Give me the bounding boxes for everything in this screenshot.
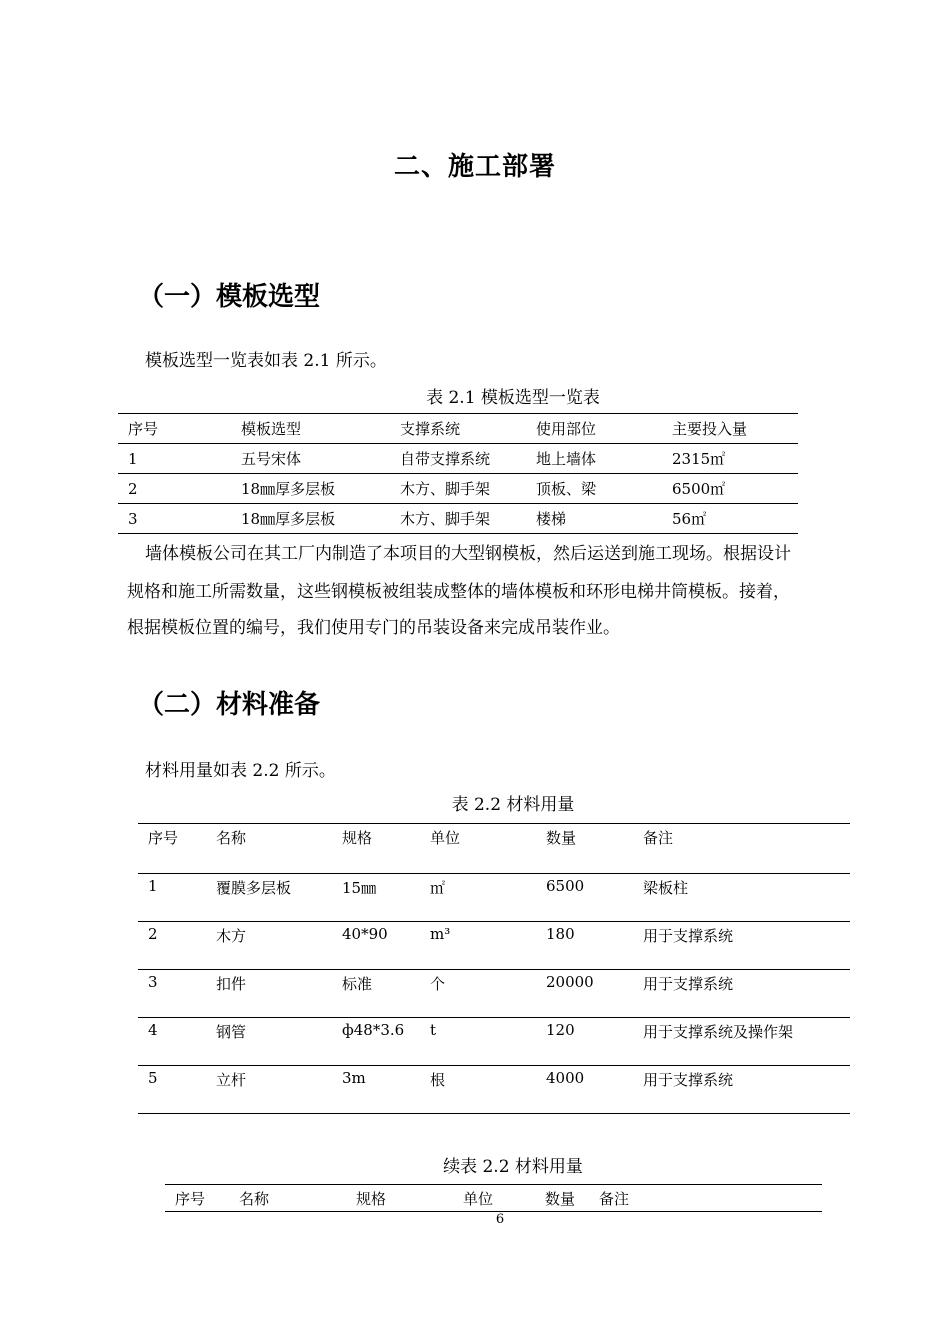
header-cell: 单位 — [420, 824, 536, 874]
table-cell: 120 — [536, 1018, 633, 1066]
table-cell: 个 — [420, 970, 536, 1018]
table-cell: 2 — [118, 474, 231, 504]
table-cell: 立杆 — [206, 1066, 332, 1114]
table-cell: 标准 — [332, 970, 420, 1018]
table-cell: 用于支撑系统 — [633, 922, 850, 970]
table-2-2 — [138, 823, 850, 1114]
table-cell: 15㎜ — [332, 874, 420, 922]
table-cell: 2315㎡ — [662, 444, 798, 474]
table-cell: 覆膜多层板 — [206, 874, 332, 922]
table-row — [118, 444, 798, 474]
table-cell: 用于支撑系统 — [633, 970, 850, 1018]
table-cell: 1 — [118, 444, 231, 474]
section-2-title: （二）材料准备 — [138, 690, 321, 720]
table-cell: 钢管 — [206, 1018, 332, 1066]
table-cell: 3 — [118, 504, 231, 534]
header-cell: 序号 — [138, 824, 206, 874]
header-cell: 数量 — [536, 824, 633, 874]
table-cell: 6500 — [536, 874, 633, 922]
table-cell: ф48*3.6 — [332, 1018, 420, 1066]
table-row — [138, 922, 850, 970]
table-cell: 6500㎡ — [662, 474, 798, 504]
table-cell: 5 — [138, 1066, 206, 1114]
table-cell: 木方、脚手架 — [390, 474, 526, 504]
table-cell: 梁板柱 — [633, 874, 850, 922]
table-cell: 地上墙体 — [526, 444, 662, 474]
table-cell: 4000 — [536, 1066, 633, 1114]
table-cell: 180 — [536, 922, 633, 970]
table-cell: m³ — [420, 922, 536, 970]
table-cell: 20000 — [536, 970, 633, 1018]
table-cell: 18㎜厚多层板 — [231, 504, 390, 534]
page-number: 6 — [495, 1212, 505, 1227]
header-cell: 模板选型 — [231, 414, 390, 444]
table-2-2-cont-caption: 续表 2.2 材料用量 — [443, 1157, 583, 1177]
table-row — [118, 504, 798, 534]
table-cell: 用于支撑系统 — [633, 1066, 850, 1114]
paragraph-line: 根据模板位置的编号，我们使用专门的吊装设备来完成吊装作业。 — [127, 618, 620, 638]
table-2-2-caption: 表 2.2 材料用量 — [451, 795, 575, 815]
table-cell: 3 — [138, 970, 206, 1018]
header-cell: 规格 — [332, 824, 420, 874]
header-cell: 备注 — [589, 1185, 822, 1212]
table-cell: 根 — [420, 1066, 536, 1114]
table-cell: 扣件 — [206, 970, 332, 1018]
table-2-1 — [118, 413, 798, 534]
header-cell: 名称 — [229, 1185, 346, 1212]
section-1-intro: 模板选型一览表如表 2.1 所示。 — [145, 351, 387, 371]
table-cell: 4 — [138, 1018, 206, 1066]
table-row — [138, 970, 850, 1018]
table-row — [138, 1066, 850, 1114]
header-cell: 单位 — [453, 1185, 535, 1212]
header-cell: 备注 — [633, 824, 850, 874]
table-cell: 56㎡ — [662, 504, 798, 534]
table-cell: 40*90 — [332, 922, 420, 970]
table-row — [138, 874, 850, 922]
header-cell: 序号 — [165, 1185, 229, 1212]
table-header-row — [165, 1185, 822, 1212]
header-cell: 名称 — [206, 824, 332, 874]
table-cell: 楼梯 — [526, 504, 662, 534]
header-cell: 支撑系统 — [390, 414, 526, 444]
table-2-1-caption: 表 2.1 模板选型一览表 — [426, 388, 600, 408]
table-2-2-continued — [165, 1184, 822, 1212]
table-cell: t — [420, 1018, 536, 1066]
table-cell: 木方 — [206, 922, 332, 970]
table-cell: 用于支撑系统及操作架 — [633, 1018, 850, 1066]
table-cell: 18㎜厚多层板 — [231, 474, 390, 504]
section-1-title: （一）模板选型 — [138, 282, 321, 312]
chapter-title: 二、施工部署 — [393, 152, 556, 182]
paragraph-line: 规格和施工所需数量，这些钢模板被组装成整体的墙体模板和环形电梯井筒模板。接着， — [127, 582, 790, 602]
table-cell: 木方、脚手架 — [390, 504, 526, 534]
table-header-row — [138, 824, 850, 874]
table-row — [138, 1018, 850, 1066]
table-cell: 五号宋体 — [231, 444, 390, 474]
table-header-row — [118, 414, 798, 444]
header-cell: 序号 — [118, 414, 231, 444]
table-cell: 自带支撑系统 — [390, 444, 526, 474]
header-cell: 规格 — [346, 1185, 453, 1212]
section-2-intro: 材料用量如表 2.2 所示。 — [145, 761, 336, 781]
header-cell: 数量 — [535, 1185, 589, 1212]
paragraph-line: 墙体模板公司在其工厂内制造了本项目的大型钢模板，然后运送到施工现场。根据设计 — [145, 544, 791, 564]
header-cell: 使用部位 — [526, 414, 662, 444]
table-row — [118, 474, 798, 504]
table-cell: 顶板、梁 — [526, 474, 662, 504]
table-cell: ㎡ — [420, 874, 536, 922]
header-cell: 主要投入量 — [662, 414, 798, 444]
table-cell: 3m — [332, 1066, 420, 1114]
table-cell: 2 — [138, 922, 206, 970]
table-cell: 1 — [138, 874, 206, 922]
